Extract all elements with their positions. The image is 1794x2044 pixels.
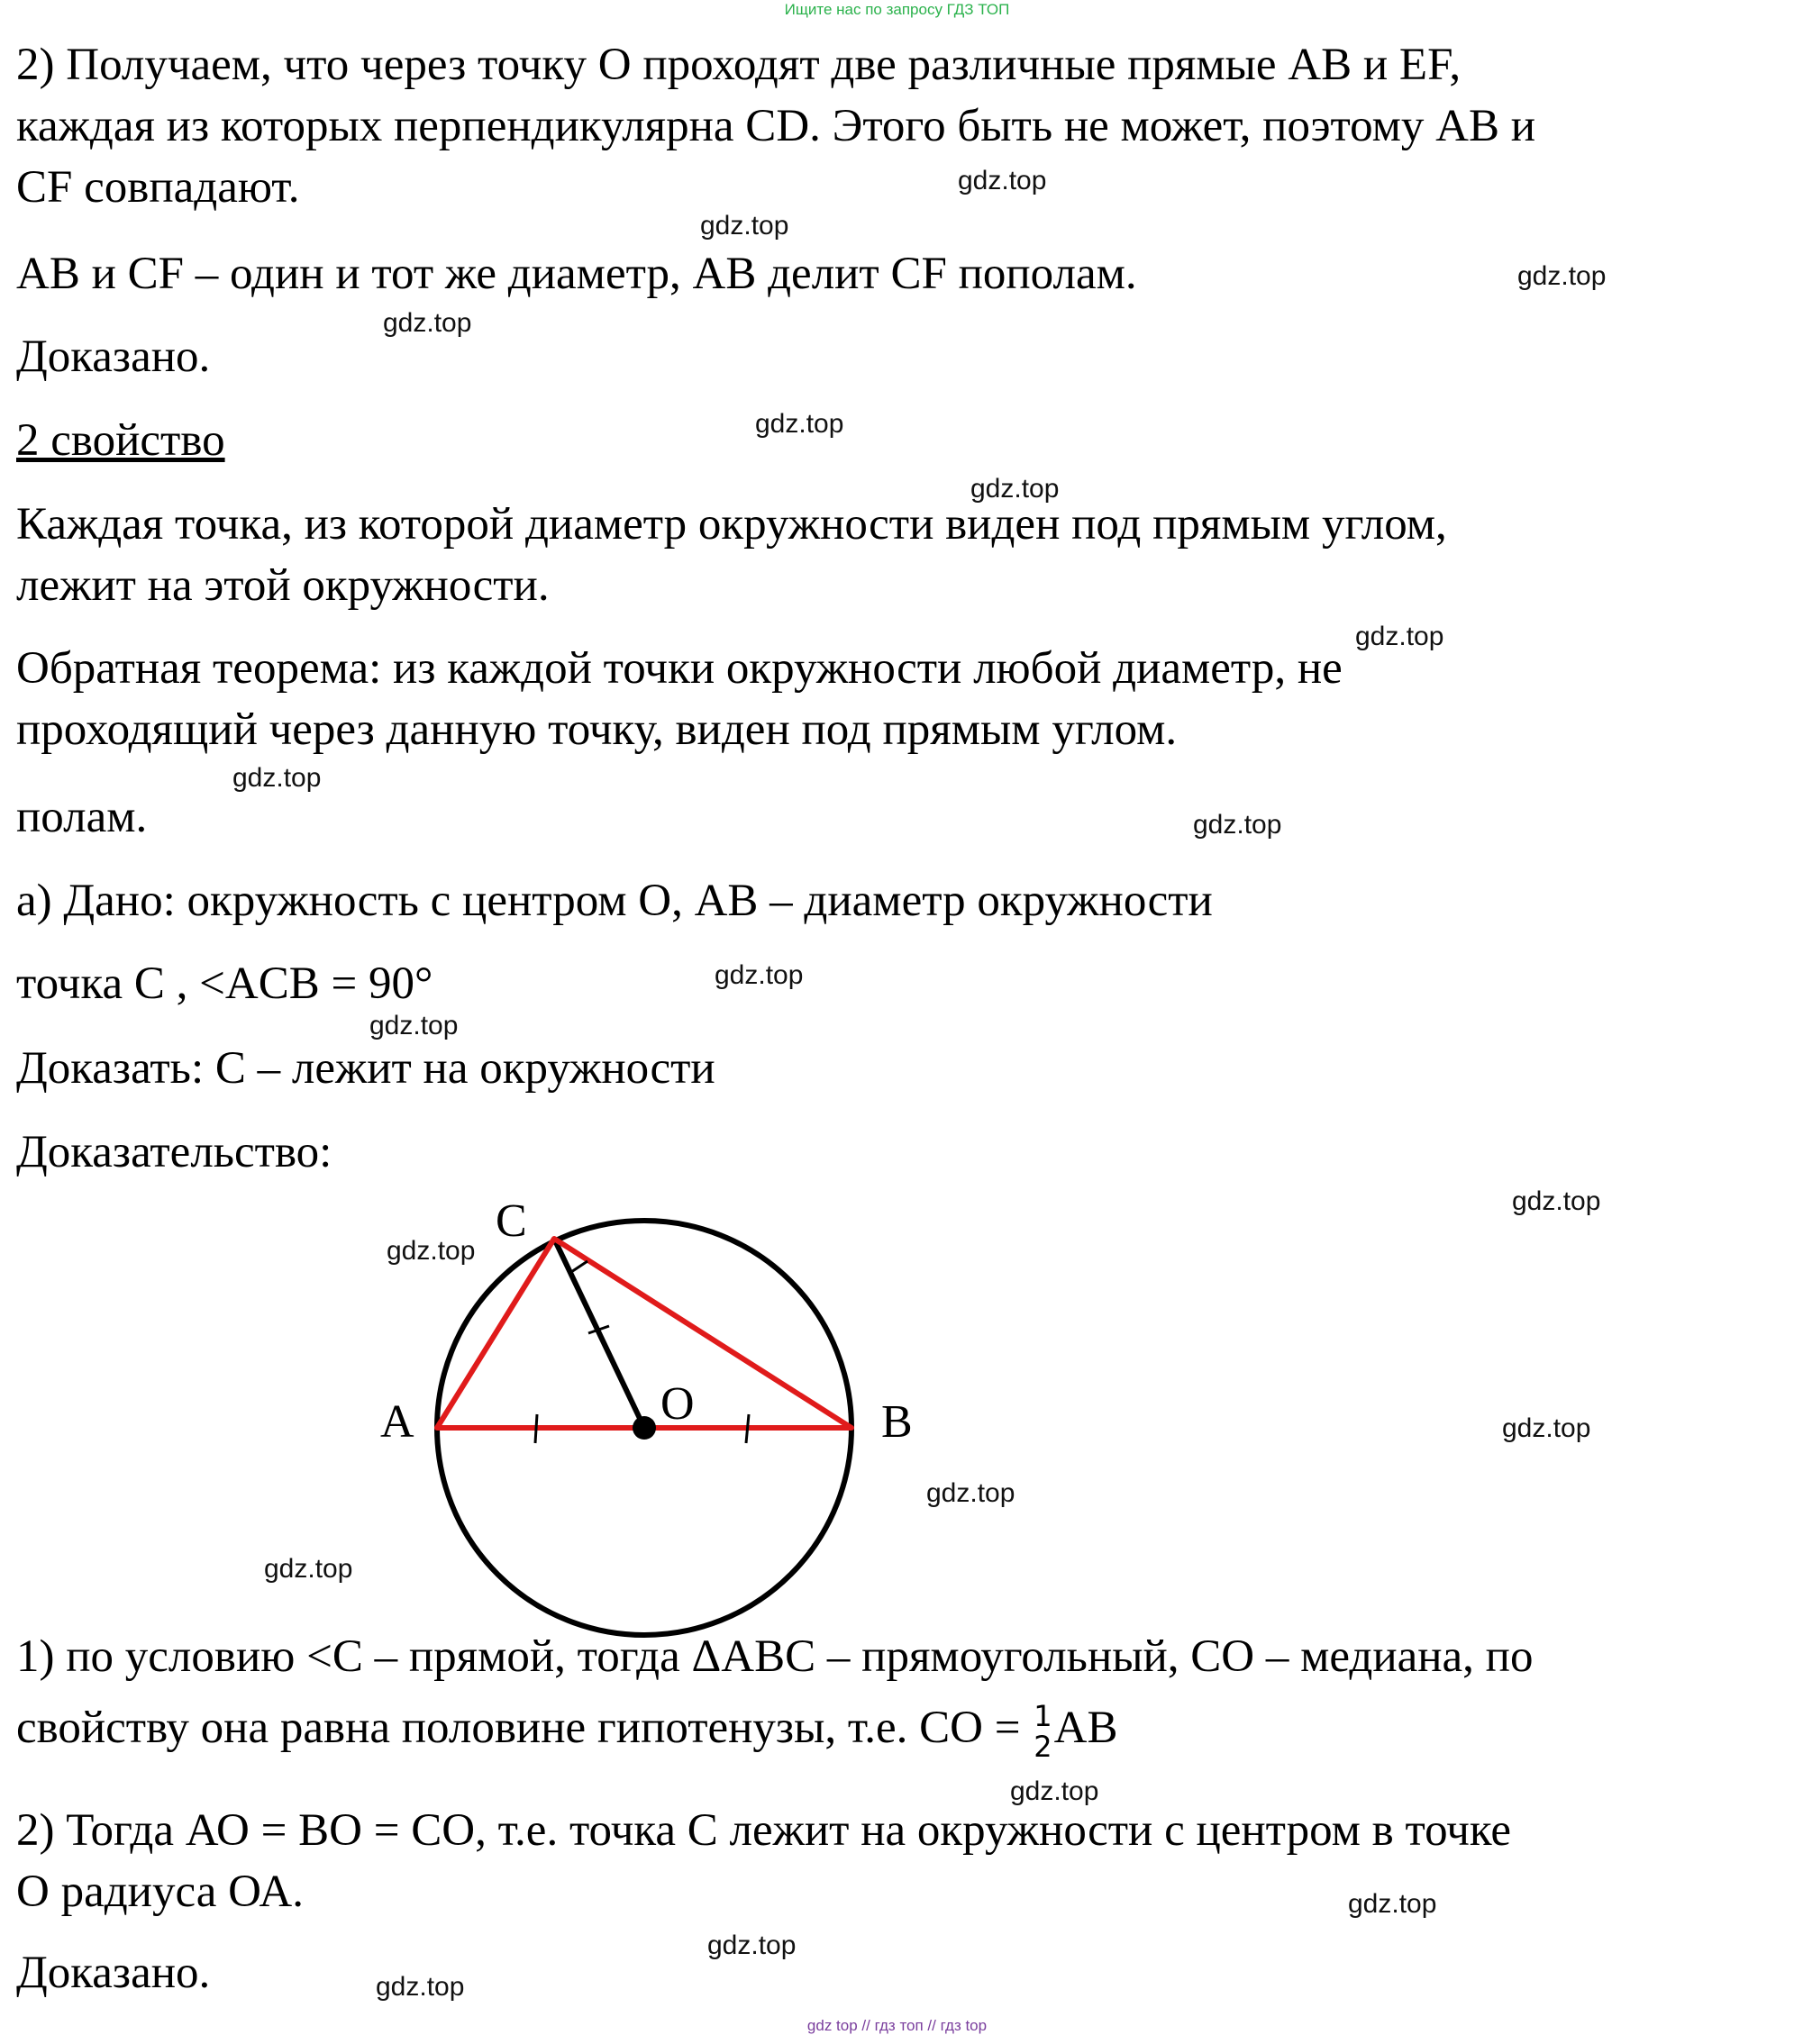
label-a: A: [380, 1396, 414, 1448]
watermark: gdz.top: [1502, 1413, 1591, 1443]
text-line: проходящий через данную точку, виден под прямым углом.: [16, 704, 1178, 755]
watermark: gdz.top: [1517, 261, 1607, 291]
proved-1: Доказано.: [16, 332, 211, 382]
watermark: gdz.top: [926, 1478, 1015, 1508]
paragraph-1: [16, 34, 1782, 218]
paragraph-5: [16, 638, 1782, 760]
paragraph-2: АВ и CF – один и тот же диаметр, АВ делит CF пополам.: [16, 249, 1137, 299]
proof-heading: Доказательство:: [16, 1127, 332, 1177]
label-c: C: [496, 1195, 527, 1247]
fraction-one-half: [1034, 1699, 1052, 1765]
label-o: O: [660, 1378, 695, 1430]
text-line: Обратная теорема: из каждой точки окружности любой диаметр, не: [16, 643, 1343, 694]
watermark: gdz.top: [970, 474, 1060, 504]
given-point: точка С , <ACB = 90°: [16, 958, 433, 1009]
text-line: каждая из которых перпендикулярна CD. Этого быть не может, поэтому АВ и: [16, 101, 1536, 151]
watermark: gdz.top: [1355, 622, 1444, 651]
watermark: gdz.top: [383, 308, 472, 338]
text-line: 1) по условию <С – прямой, тогда ΔАВС – прямоугольный, СО – медиана, по: [16, 1631, 1534, 1682]
watermark: gdz.top: [1193, 810, 1282, 840]
paragraph-4: [16, 494, 1782, 616]
watermark: gdz.top: [755, 409, 844, 439]
watermark: gdz.top: [264, 1554, 353, 1584]
text-segment: АВ: [1053, 1703, 1118, 1753]
watermark: gdz.top: [387, 1236, 476, 1266]
proof-step-1: [16, 1626, 1782, 1768]
top-banner: Ищите нас по запросу ГДЗ ТОП: [784, 1, 1010, 18]
paragraph-6: полам.: [16, 792, 148, 842]
watermark: gdz.top: [958, 166, 1047, 195]
fraction-numerator: 1: [1034, 1699, 1052, 1734]
label-b: B: [881, 1396, 913, 1448]
watermark: gdz.top: [232, 763, 322, 793]
text-line: CF совпадают.: [16, 162, 300, 213]
watermark: gdz.top: [376, 1972, 465, 2002]
text-line: О радиуса ОА.: [16, 1867, 304, 1917]
watermark: gdz.top: [1348, 1889, 1437, 1919]
triangle-abc: [437, 1239, 851, 1428]
center-point-o: [633, 1416, 656, 1440]
text-line: 2) Получаем, что через точку О проходят две различные прямые АВ и EF,: [16, 40, 1462, 90]
text-line-with-fraction: [16, 1687, 1782, 1768]
proof-step-2: [16, 1800, 1782, 1922]
watermark: gdz.top: [369, 1011, 459, 1040]
watermark: gdz.top: [1512, 1186, 1601, 1216]
section-heading: 2 свойство: [16, 415, 225, 466]
to-prove: Доказать: С – лежит на окружности: [16, 1043, 715, 1094]
tick-mark-ob: [746, 1414, 749, 1443]
text-line: Каждая точка, из которой диаметр окружности виден под прямым углом,: [16, 499, 1447, 550]
text-segment: свойству она равна половине гипотенузы, т.е. СО =: [16, 1703, 1021, 1753]
watermark: gdz.top: [707, 1930, 797, 1960]
bottom-banner: gdz top // гдз топ // гдз top: [806, 2017, 988, 2034]
proved-2: Доказано.: [16, 1948, 211, 1998]
text-line: лежит на этой окружности.: [16, 560, 550, 611]
fraction-denominator: 2: [1034, 1730, 1052, 1765]
tick-mark-ao: [535, 1414, 537, 1443]
watermark: gdz.top: [1010, 1776, 1099, 1806]
watermark: gdz.top: [715, 960, 804, 990]
given: а) Дано: окружность с центром О, АВ – диаметр окружности: [16, 876, 1213, 926]
watermark: gdz.top: [700, 211, 789, 241]
text-line: 2) Тогда АО = ВО = СО, т.е. точка С лежит на окружности с центром в точке: [16, 1805, 1512, 1856]
